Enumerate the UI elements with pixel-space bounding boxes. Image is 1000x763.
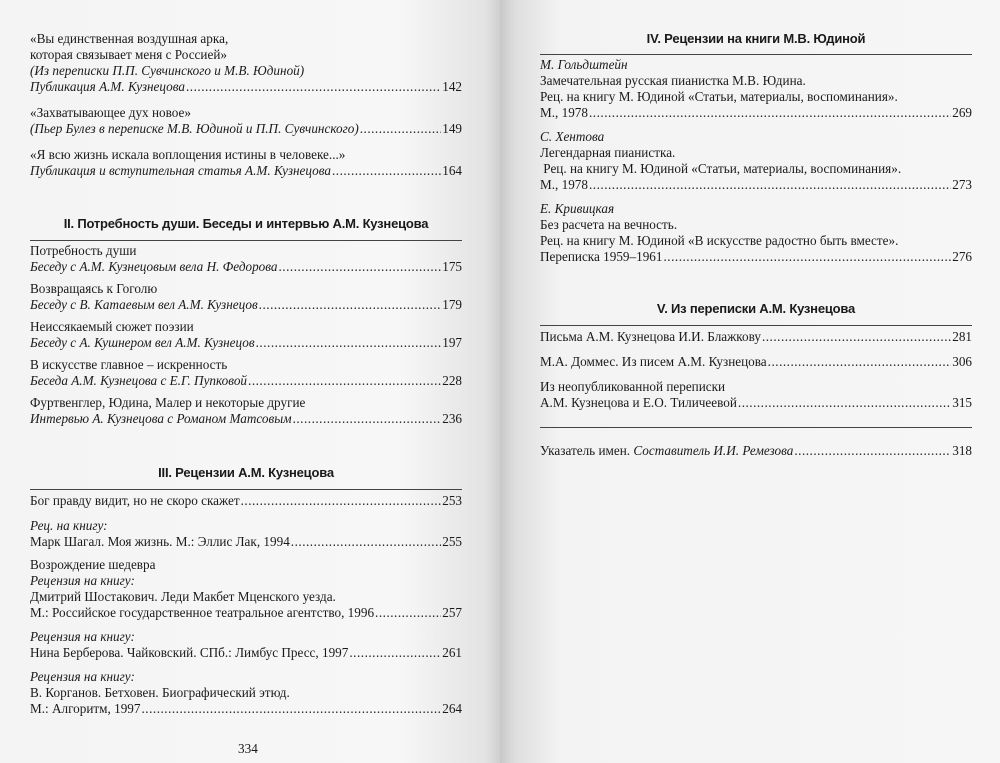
entry-line: «Вы единственная воздушная арка, <box>30 31 229 46</box>
page-ref: 175 <box>442 259 462 274</box>
toc-entry <box>540 329 972 345</box>
toc-entry <box>30 395 462 427</box>
entry-line: Дмитрий Шостакович. Леди Макбет Мценского уезда. <box>30 589 336 604</box>
toc-entry <box>30 147 462 179</box>
entry-page-line <box>30 297 462 313</box>
entry-text: М., 1978 <box>540 105 588 120</box>
entry-line: «Захватывающее дух новое» <box>30 105 191 120</box>
dot-leader <box>794 443 951 459</box>
dot-leader <box>186 79 441 95</box>
page-ref: 228 <box>442 373 462 388</box>
entry-page-line <box>30 373 462 389</box>
toc-entry <box>30 31 462 95</box>
entry-text: Беседу с А. Кушнером вел А.М. Кузнецов <box>30 335 255 350</box>
entry-text: Беседа А.М. Кузнецова с Е.Г. Пупковой <box>30 373 248 388</box>
toc-entry <box>30 281 462 313</box>
dot-leader <box>768 354 952 370</box>
entry-page-line <box>30 493 462 509</box>
page-ref: 281 <box>952 329 972 344</box>
entry-page-line <box>30 411 462 427</box>
entry-label: Рецензия на книгу: <box>30 669 135 684</box>
section-heading: II. Потребность души. Беседы и интервью А.М. Кузнецова <box>63 216 429 231</box>
right-column <box>540 31 972 459</box>
dot-leader <box>375 605 441 621</box>
toc-entry <box>30 629 462 661</box>
entry-text: Беседу с В. Катаевым вел А.М. Кузнецов <box>30 297 258 312</box>
entry-line: В. Корганов. Бетховен. Биографический этюд. <box>30 685 290 700</box>
entry-page-line <box>540 395 972 411</box>
entry-line: которая связывает меня с Россией» <box>30 47 227 62</box>
entry-text: Бог правду видит, но не скоро скажет <box>30 493 240 508</box>
entry-text: (Пьер Булез в переписке М.В. Юдиной и П.П. Сувчинского) <box>30 121 359 136</box>
section-heading: IV. Рецензии на книги М.В. Юдиной <box>646 31 866 46</box>
dot-leader <box>664 249 952 265</box>
entry-text: А.М. Кузнецова и Е.О. Тиличеевой <box>540 395 737 410</box>
toc-entry <box>540 354 972 370</box>
index-label: Указатель имен. <box>540 443 634 458</box>
dot-leader <box>589 177 951 193</box>
entry-author: Е. Кривицкая <box>540 201 615 216</box>
entry-page-line <box>30 605 462 621</box>
page-number: 334 <box>238 741 258 756</box>
entry-page-line <box>30 701 462 717</box>
dot-leader <box>279 259 442 275</box>
page-ref: 164 <box>442 163 462 178</box>
dot-leader <box>332 163 441 179</box>
entry-page-line <box>540 249 972 265</box>
page-ref: 179 <box>442 297 462 312</box>
entry-label: Рецензия на книгу: <box>30 629 135 644</box>
dot-leader <box>259 297 442 313</box>
page-ref: 255 <box>442 534 462 549</box>
entry-line: «Я всю жизнь искала воплощения истины в человеке...» <box>30 147 346 162</box>
entry-text: Марк Шагал. Моя жизнь. М.: Эллис Лак, 1994 <box>30 534 290 549</box>
toc-entry <box>30 243 462 275</box>
entry-page-line <box>540 443 972 459</box>
page-ref: 276 <box>952 249 972 264</box>
entry-label: Рецензия на книгу: <box>30 573 135 588</box>
page-ref: 318 <box>952 443 972 458</box>
entry-line: Рец. на книгу М. Юдиной «Статьи, материалы, воспоминания». <box>540 161 902 176</box>
entry-title: Замечательная русская пианистка М.В. Юдина. <box>540 73 806 88</box>
entry-text: Интервью А. Кузнецова с Романом Матсовым <box>30 411 292 426</box>
dot-leader <box>360 121 441 137</box>
entry-page-line <box>30 259 462 275</box>
entry-title: Без расчета на вечность. <box>540 217 678 232</box>
entry-line: (Из переписки П.П. Сувчинского и М.В. Юдиной) <box>30 63 305 78</box>
entry-text: Переписка 1959–1961 <box>540 249 663 264</box>
page-ref: 236 <box>442 411 462 426</box>
entry-text: Публикация А.М. Кузнецова <box>30 79 185 94</box>
dot-leader <box>589 105 951 121</box>
entry-line: Рец. на книгу М. Юдиной «В искусстве радостно быть вместе». <box>540 233 899 248</box>
page-ref: 264 <box>442 701 462 716</box>
entry-author: С. Хентова <box>540 129 605 144</box>
page-ref: 149 <box>442 121 462 136</box>
entry-text: М.: Алгоритм, 1997 <box>30 701 141 716</box>
toc-entry <box>540 129 972 193</box>
page-ref: 269 <box>952 105 972 120</box>
entry-page-line <box>30 163 462 179</box>
entry-page-line <box>540 177 972 193</box>
entry-page-line <box>30 79 462 95</box>
page-ref: 142 <box>442 79 462 94</box>
dot-leader <box>762 329 951 345</box>
entry-author: М. Гольдштейн <box>540 57 628 72</box>
toc-entry <box>30 319 462 351</box>
page-ref: 197 <box>442 335 462 350</box>
entry-line: Из неопубликованной переписки <box>540 379 726 394</box>
entry-title: В искусстве главное – искренность <box>30 357 228 372</box>
entry-text <box>540 443 793 459</box>
page-ref: 315 <box>952 395 972 410</box>
entry-page-line <box>540 329 972 345</box>
page-ref: 253 <box>442 493 462 508</box>
entry-title: Фуртвенглер, Юдина, Малер и некоторые другие <box>30 395 306 410</box>
toc-entry <box>30 105 462 137</box>
entry-label: Рец. на книгу: <box>30 518 108 533</box>
section-heading: V. Из переписки А.М. Кузнецова <box>656 301 856 316</box>
entry-title: Возвращаясь к Гоголю <box>30 281 158 296</box>
toc-entry <box>30 518 462 550</box>
toc-entry <box>540 57 972 121</box>
dot-leader <box>349 645 441 661</box>
entry-title: Потребность души <box>30 243 137 258</box>
toc-entry-index <box>540 443 972 459</box>
dot-leader <box>248 373 441 389</box>
toc-entry <box>30 669 462 717</box>
page-ref: 273 <box>952 177 972 192</box>
entry-page-line <box>30 645 462 661</box>
entry-page-line <box>30 335 462 351</box>
entry-text: Письма А.М. Кузнецова И.И. Блажкову <box>540 329 761 344</box>
page-ref: 257 <box>442 605 462 620</box>
entry-page-line <box>540 105 972 121</box>
entry-line: Рец. на книгу М. Юдиной «Статьи, материалы, воспоминания». <box>540 89 898 104</box>
toc-entry <box>540 379 972 411</box>
dot-leader <box>142 701 442 717</box>
toc-entry <box>30 357 462 389</box>
entry-text: Публикация и вступительная статья А.М. Кузнецова <box>30 163 331 178</box>
section-heading: III. Рецензии А.М. Кузнецова <box>158 465 334 480</box>
toc-entry <box>30 493 462 509</box>
entry-page-line <box>30 121 462 137</box>
entry-page-line <box>30 534 462 550</box>
entry-page-line <box>540 354 972 370</box>
dot-leader <box>241 493 442 509</box>
page-ref: 261 <box>442 645 462 660</box>
index-compiler: Составитель И.И. Ремезова <box>633 443 794 458</box>
entry-title: Неиссякаемый сюжет поэзии <box>30 319 194 334</box>
entry-text: М., 1978 <box>540 177 588 192</box>
left-column <box>30 31 462 717</box>
page-ref: 306 <box>952 354 972 369</box>
entry-text: Беседу с А.М. Кузнецовым вела Н. Федорова <box>30 259 278 274</box>
dot-leader <box>256 335 442 351</box>
right-page <box>500 0 1000 763</box>
entry-title: Возрождение шедевра <box>30 557 156 572</box>
dot-leader <box>738 395 951 411</box>
entry-title: Легендарная пианистка. <box>540 145 676 160</box>
entry-text: Нина Берберова. Чайковский. СПб.: Лимбус Пресс, 1997 <box>30 645 349 660</box>
entry-text: М.А. Доммес. Из писем А.М. Кузнецова <box>540 354 767 369</box>
entry-text: М.: Российское государственное театральное агентство, 1996 <box>30 605 375 620</box>
dot-leader <box>291 534 441 550</box>
toc-entry <box>30 557 462 621</box>
toc-entry <box>540 201 972 265</box>
dot-leader <box>293 411 442 427</box>
